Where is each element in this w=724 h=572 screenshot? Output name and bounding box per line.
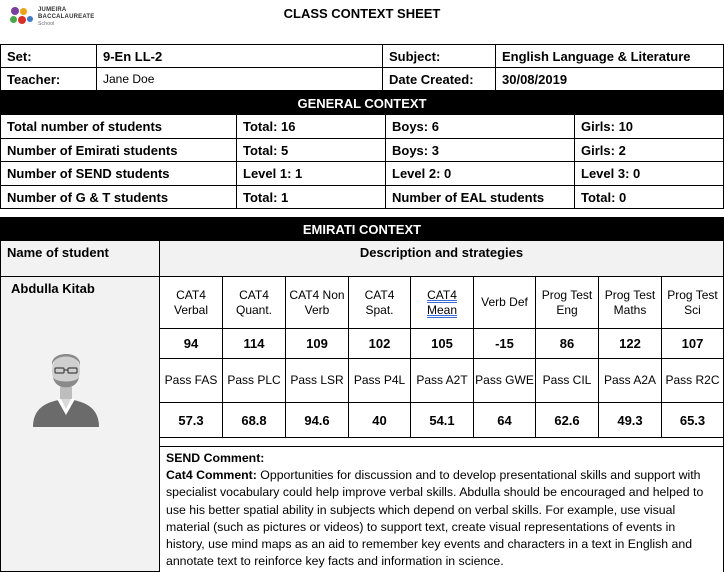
name-of-student-header: Name of student xyxy=(0,241,159,277)
teacher-label: Teacher: xyxy=(0,68,96,90)
student-cell xyxy=(0,277,159,572)
metric-label: Prog Test Eng xyxy=(535,277,598,329)
date-label: Date Created: xyxy=(382,68,495,90)
metric-label: Pass R2C xyxy=(661,359,724,403)
general-cell: Girls: 10 xyxy=(574,115,724,138)
table-row xyxy=(0,186,724,209)
subject-value: English Language & Literature xyxy=(495,45,724,68)
general-cell: Total: 16 xyxy=(236,115,385,138)
metric-value: 54.1 xyxy=(410,403,473,438)
student-name: Abdulla Kitab xyxy=(11,281,95,296)
general-cell: Number of EAL students xyxy=(385,186,574,208)
metric-label: CAT4 Non Verb xyxy=(285,277,348,329)
metric-value: 94.6 xyxy=(285,403,348,438)
grid-spacer xyxy=(159,438,724,447)
general-cell: Total: 1 xyxy=(236,186,385,208)
table-row xyxy=(0,162,724,186)
cat4-comment-text: Opportunities for discussion and to develop presentational skills and support with specialist vocabulary could help improve verbal skills. Abdulla should be encouraged and helped to use his better spatial ability in subjects which depend on verbal skills. For example, use visual material (such as pictures or videos) to support text, create visual representations of events in history, use mind maps as an aid to remember key events and characters in a text in English and annotate text to reinforce key facts and information in science. xyxy=(166,468,704,569)
metric-label: Verb Def xyxy=(473,277,535,329)
page-title: CLASS CONTEXT SHEET xyxy=(283,6,441,21)
metric-label: CAT4 Verbal xyxy=(159,277,222,329)
metric-label: CAT4 Spat. xyxy=(348,277,410,329)
emirati-context-heading: EMIRATI CONTEXT xyxy=(0,217,724,241)
send-comment-label: SEND Comment: xyxy=(166,451,265,465)
info-row-set xyxy=(0,44,724,68)
metric-value: 107 xyxy=(661,329,724,359)
general-cell: Total: 5 xyxy=(236,139,385,161)
metric-label: Pass A2T xyxy=(410,359,473,403)
metric-label: Prog Test Maths xyxy=(598,277,661,329)
general-context-heading: GENERAL CONTEXT xyxy=(0,91,724,115)
sheet-header xyxy=(0,0,724,44)
subject-label: Subject: xyxy=(382,45,495,68)
cat4-comment-label: Cat4 Comment: xyxy=(166,468,257,483)
metric-label: Pass P4L xyxy=(348,359,410,403)
description-header: Description and strategies xyxy=(159,241,724,277)
metric-value: 40 xyxy=(348,403,410,438)
metric-value: 102 xyxy=(348,329,410,359)
metric-value: 114 xyxy=(222,329,285,359)
metric-value: 68.8 xyxy=(222,403,285,438)
metric-label: Pass LSR xyxy=(285,359,348,403)
general-cell: Total number of students xyxy=(0,115,236,138)
general-cell: Boys: 3 xyxy=(385,139,574,161)
metric-value: 65.3 xyxy=(661,403,724,438)
general-cell: Girls: 2 xyxy=(574,139,724,161)
metric-label: Pass CIL xyxy=(535,359,598,403)
date-value: 30/08/2019 xyxy=(495,68,724,90)
general-cell: Number of SEND students xyxy=(0,162,236,185)
metric-value: 49.3 xyxy=(598,403,661,438)
metric-value: 94 xyxy=(159,329,222,359)
metric-value: 122 xyxy=(598,329,661,359)
metric-label: CAT4 Mean xyxy=(410,277,473,329)
metric-label: Pass GWE xyxy=(473,359,535,403)
metric-label: Pass FAS xyxy=(159,359,222,403)
general-cell: Level 1: 1 xyxy=(236,162,385,185)
info-row-teacher xyxy=(0,67,724,91)
metric-label: Pass A2A xyxy=(598,359,661,403)
table-row xyxy=(0,139,724,162)
metric-value: 109 xyxy=(285,329,348,359)
metric-value: 62.6 xyxy=(535,403,598,438)
teacher-value: Jane Doe xyxy=(96,68,382,90)
cat4-comment xyxy=(166,467,717,570)
general-cell: Boys: 6 xyxy=(385,115,574,138)
set-label: Set: xyxy=(0,45,96,68)
general-cell: Number of G & T students xyxy=(0,186,236,208)
metric-label: Pass PLC xyxy=(222,359,285,403)
school-logo: JUMEIRA BACCALAUREATE School xyxy=(8,5,118,31)
comments-section xyxy=(159,447,724,572)
metric-label: Prog Test Sci xyxy=(661,277,724,329)
metric-value: 64 xyxy=(473,403,535,438)
student-avatar xyxy=(27,343,105,427)
metric-value: -15 xyxy=(473,329,535,359)
metric-value: 57.3 xyxy=(159,403,222,438)
general-cell: Number of Emirati students xyxy=(0,139,236,161)
metric-label: CAT4 Quant. xyxy=(222,277,285,329)
set-value: 9-En LL-2 xyxy=(96,45,382,68)
general-cell: Total: 0 xyxy=(574,186,724,208)
metric-value: 105 xyxy=(410,329,473,359)
metric-value: 86 xyxy=(535,329,598,359)
table-row xyxy=(0,115,724,139)
general-cell: Level 3: 0 xyxy=(574,162,724,185)
general-cell: Level 2: 0 xyxy=(385,162,574,185)
